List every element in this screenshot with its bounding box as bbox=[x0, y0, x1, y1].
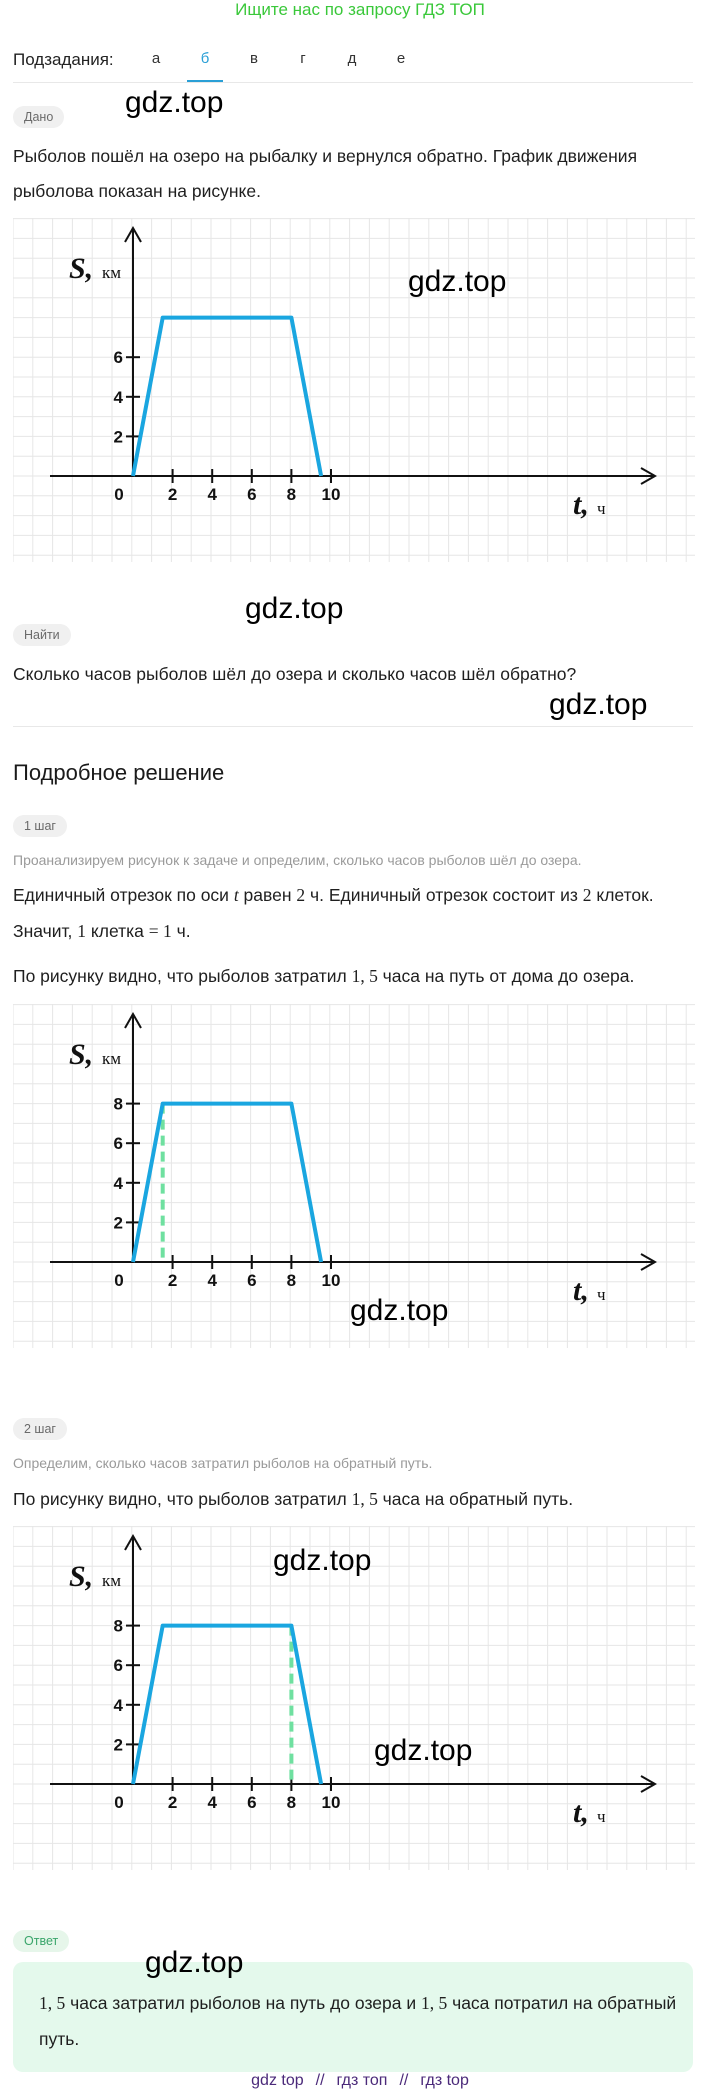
x-tick-label: 0 bbox=[114, 1271, 124, 1290]
x-tick-label: 10 bbox=[321, 1793, 341, 1812]
x-tick-label: 2 bbox=[167, 485, 178, 504]
y-tick-label: 8 bbox=[113, 1094, 123, 1114]
y-axis-label: S, bbox=[69, 252, 94, 285]
footer-separator: // bbox=[315, 2072, 325, 2089]
x-axis-label: t, bbox=[573, 1274, 589, 1307]
y-axis-label: S, bbox=[69, 1560, 94, 1593]
x-axis-unit: ч bbox=[597, 1807, 606, 1826]
answer-pill: Ответ bbox=[13, 1930, 69, 1952]
graph-distance-time-given bbox=[13, 218, 695, 562]
x-tick-label: 4 bbox=[207, 485, 217, 504]
watermark: gdz.top bbox=[145, 1946, 244, 1979]
y-tick-label: 2 bbox=[113, 1213, 123, 1233]
footer-link[interactable]: gdz top bbox=[251, 2072, 304, 2089]
x-tick-label: 4 bbox=[207, 1793, 217, 1812]
footer-separator: // bbox=[399, 2072, 409, 2089]
step1-line3: По рисунку видно, что рыболов затратил 1, 5 часа на путь от дома до озера. bbox=[13, 966, 635, 986]
watermark: gdz.top bbox=[374, 1734, 473, 1767]
y-tick-label: 6 bbox=[113, 348, 123, 368]
x-tick-label: 10 bbox=[321, 1271, 341, 1290]
footer-link[interactable]: гдз top bbox=[420, 2072, 469, 2089]
y-tick-label: 4 bbox=[113, 387, 123, 407]
y-tick-label: 6 bbox=[113, 1656, 123, 1676]
subtask-tab-g[interactable]: г bbox=[300, 50, 306, 67]
y-tick-label: 2 bbox=[113, 1735, 123, 1755]
footer-links bbox=[0, 2072, 720, 2090]
y-tick-label: 8 bbox=[113, 1616, 123, 1636]
y-axis-unit: км bbox=[102, 1049, 122, 1068]
x-tick-label: 2 bbox=[167, 1793, 178, 1812]
step1-hint: Проанализируем рисунок к задаче и определим, сколько часов рыболов шёл до озера. bbox=[13, 852, 582, 868]
watermark: gdz.top bbox=[245, 592, 344, 625]
x-axis-label: t, bbox=[573, 1796, 589, 1829]
subtask-tab-d[interactable]: д bbox=[347, 50, 357, 67]
footer-link[interactable]: гдз топ bbox=[336, 2072, 388, 2089]
solution-heading: Подробное решение bbox=[13, 760, 225, 785]
x-tick-label: 6 bbox=[247, 1793, 257, 1812]
x-tick-label: 0 bbox=[114, 485, 124, 504]
subtask-tab-a[interactable]: а bbox=[151, 50, 161, 67]
step1-pill: 1 шаг bbox=[13, 815, 67, 837]
step2-pill: 2 шаг bbox=[13, 1418, 67, 1440]
x-tick-label: 10 bbox=[321, 485, 341, 504]
watermark: gdz.top bbox=[408, 265, 507, 298]
given-pill: Дано bbox=[13, 106, 64, 128]
find-text: Сколько часов рыболов шёл до озера и сколько часов шёл обратно? bbox=[13, 664, 577, 684]
x-tick-label: 4 bbox=[207, 1271, 217, 1290]
step1-line2: Значит, 1 клетка = 1 ч. bbox=[13, 921, 191, 941]
x-tick-label: 0 bbox=[114, 1793, 124, 1812]
y-tick-label: 2 bbox=[113, 427, 123, 447]
y-tick-label: 6 bbox=[113, 1134, 123, 1154]
subtask-tab-v[interactable]: в bbox=[250, 50, 258, 67]
y-tick-label: 4 bbox=[113, 1173, 123, 1193]
find-pill: Найти bbox=[13, 624, 71, 646]
divider bbox=[13, 82, 693, 83]
subtasks-label: Подзадания: bbox=[13, 50, 114, 69]
x-axis-unit: ч bbox=[597, 1285, 606, 1304]
y-axis-label: S, bbox=[69, 1038, 94, 1071]
x-axis-label: t, bbox=[573, 488, 589, 521]
watermark: gdz.top bbox=[125, 86, 224, 119]
y-axis-unit: км bbox=[102, 263, 122, 282]
x-tick-label: 2 bbox=[167, 1271, 178, 1290]
divider bbox=[13, 726, 693, 727]
subtask-tab-b[interactable]: б bbox=[200, 50, 210, 67]
x-axis-unit: ч bbox=[597, 499, 606, 518]
top-search-link[interactable]: Ищите нас по запросу ГДЗ ТОП bbox=[235, 0, 485, 19]
x-tick-label: 8 bbox=[286, 1793, 297, 1812]
subtask-tab-e[interactable]: е bbox=[396, 50, 406, 67]
y-tick-label: 4 bbox=[113, 1695, 123, 1715]
watermark: gdz.top bbox=[350, 1294, 449, 1327]
answer-text: 1, 5 часа затратил рыболов на путь до озера и 1, 5 часа потратил на обратный путь. bbox=[39, 1993, 677, 2049]
step1-line1: Единичный отрезок по оси t равен 2 ч. Единичный отрезок состоит из 2 клеток. bbox=[13, 885, 654, 905]
watermark: gdz.top bbox=[549, 688, 648, 721]
watermark: gdz.top bbox=[273, 1544, 372, 1577]
x-tick-label: 8 bbox=[286, 485, 297, 504]
x-tick-label: 6 bbox=[247, 1271, 257, 1290]
x-tick-label: 8 bbox=[286, 1271, 297, 1290]
step2-line1: По рисунку видно, что рыболов затратил 1, 5 часа на обратный путь. bbox=[13, 1489, 574, 1509]
given-text: Рыболов пошёл на озеро на рыбалку и вернулся обратно. График движения рыболова показан на рисунке. bbox=[13, 146, 638, 201]
y-axis-unit: км bbox=[102, 1571, 122, 1590]
step2-hint: Определим, сколько часов затратил рыболов на обратный путь. bbox=[13, 1455, 433, 1471]
x-tick-label: 6 bbox=[247, 485, 257, 504]
